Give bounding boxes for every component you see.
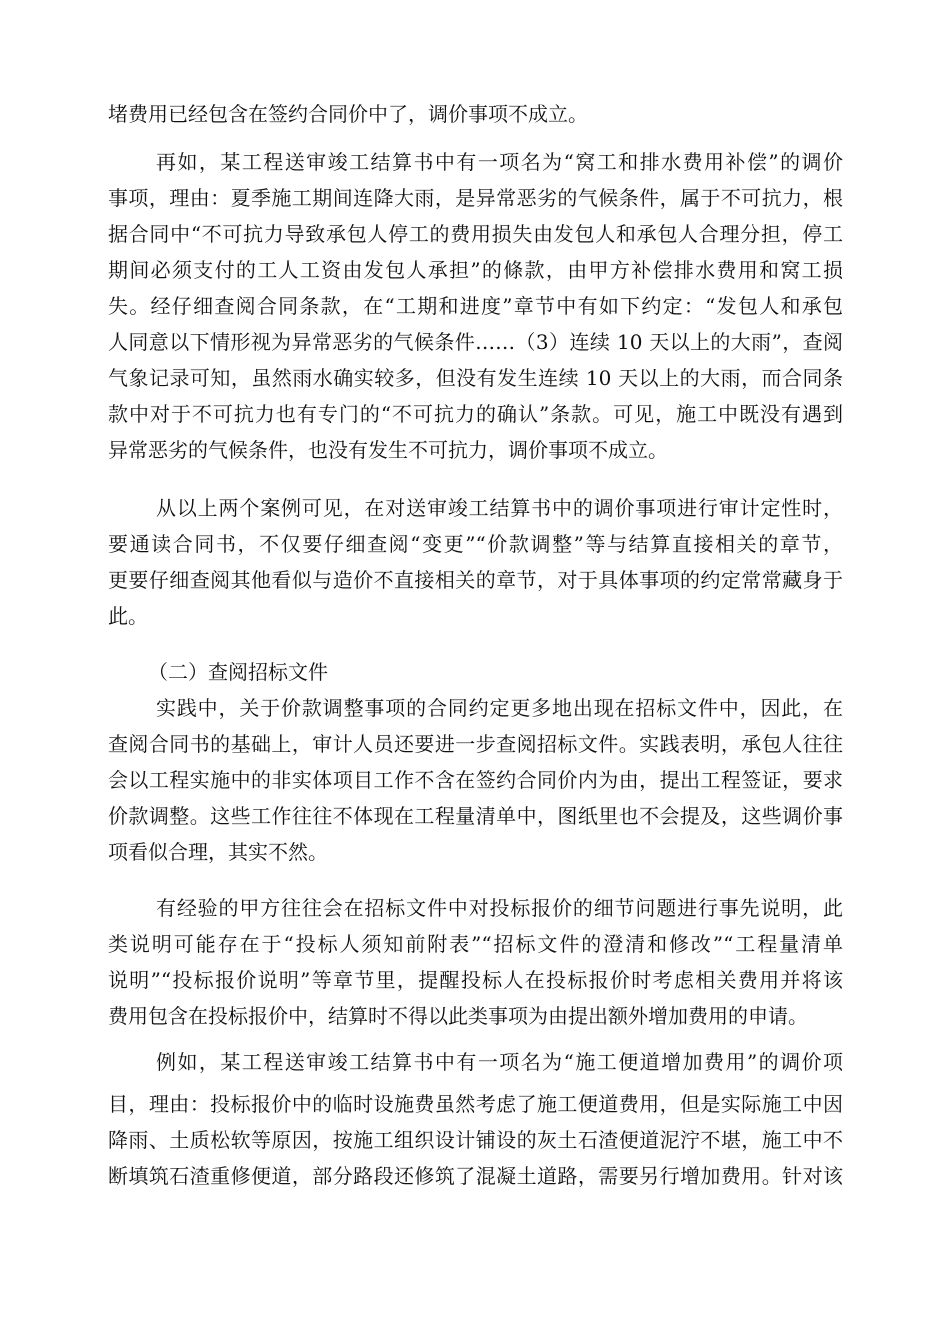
paragraph-line: 费用包含在投标报价中，结算时不得以此类事项为由提出额外增加费用的申请。 <box>108 1004 808 1028</box>
paragraph-line: 价款调整。这些工作往往不体现在工程量清单中，图纸里也不会提及，这些调价事 <box>108 804 843 828</box>
paragraph-line: 实践中，关于价款调整事项的合同约定更多地出现在招标文件中，因此，在 <box>156 696 843 720</box>
paragraph-line: 气象记录可知，虽然雨水确实较多，但没有发生连续 10 天以上的大雨，而合同条 <box>108 366 843 390</box>
paragraph-line: 再如，某工程送审竣工结算书中有一项名为“窝工和排水费用补偿”的调价 <box>156 150 843 174</box>
paragraph-line: 要通读合同书，不仅要仔细查阅“变更”“价款调整”等与结算直接相关的章节， <box>108 532 843 556</box>
paragraph-line: 人同意以下情形视为异常恶劣的气候条件……（3）连续 10 天以上的大雨”，查阅 <box>108 330 843 354</box>
paragraph-line: 此。 <box>108 604 148 628</box>
paragraph-line: 堵费用已经包含在签约合同价中了，调价事项不成立。 <box>108 102 588 126</box>
paragraph-line: 类说明可能存在于“投标人须知前附表”“招标文件的澄清和修改”“工程量清单 <box>108 932 843 956</box>
paragraph-line: 项看似合理，其实不然。 <box>108 840 328 864</box>
paragraph-line: 查阅合同书的基础上，审计人员还要进一步查阅招标文件。实践表明，承包人往往 <box>108 732 843 756</box>
paragraph-line: 断填筑石渣重修便道，部分路段还修筑了混凝土道路，需要另行增加费用。针对该 <box>108 1164 843 1188</box>
paragraph-line: 异常恶劣的气候条件，也没有发生不可抗力，调价事项不成立。 <box>108 438 668 462</box>
paragraph-line: 有经验的甲方往往会在招标文件中对投标报价的细节问题进行事先说明，此 <box>156 896 843 920</box>
paragraph-line: 失。经仔细查阅合同条款，在“工期和进度”章节中有如下约定：“发包人和承包 <box>108 294 843 318</box>
paragraph-line: 款中对于不可抗力也有专门的“不可抗力的确认”条款。可见，施工中既没有遇到 <box>108 402 843 426</box>
paragraph-line: 说明”“投标报价说明”等章节里，提醒投标人在投标报价时考虑相关费用并将该 <box>108 968 843 992</box>
paragraph-line: 更要仔细查阅其他看似与造价不直接相关的章节，对于具体事项的约定常常藏身于 <box>108 568 843 592</box>
paragraph-line: 从以上两个案例可见，在对送审竣工结算书中的调价事项进行审计定性时， <box>156 496 843 520</box>
paragraph-line: 降雨、土质松软等原因，按施工组织设计铺设的灰土石渣便道泥泞不堪，施工中不 <box>108 1128 843 1152</box>
paragraph-line: 会以工程实施中的非实体项目工作不含在签约合同价内为由，提出工程签证，要求 <box>108 768 843 792</box>
paragraph-line: 目，理由：投标报价中的临时设施费虽然考虑了施工便道费用，但是实际施工中因 <box>108 1092 843 1116</box>
paragraph-line: 据合同中“不可抗力导致承包人停工的费用损失由发包人和承包人合理分担，停工 <box>108 222 843 246</box>
paragraph-line: 期间必须支付的工人工资由发包人承担”的條款，由甲方补偿排水费用和窝工损 <box>108 258 843 282</box>
paragraph-line: 事项，理由：夏季施工期间连降大雨，是异常恶劣的气候条件，属于不可抗力，根 <box>108 186 843 210</box>
section-heading: （二）查阅招标文件 <box>148 660 328 684</box>
paragraph-line: 例如，某工程送审竣工结算书中有一项名为“施工便道增加费用”的调价项 <box>156 1050 843 1074</box>
